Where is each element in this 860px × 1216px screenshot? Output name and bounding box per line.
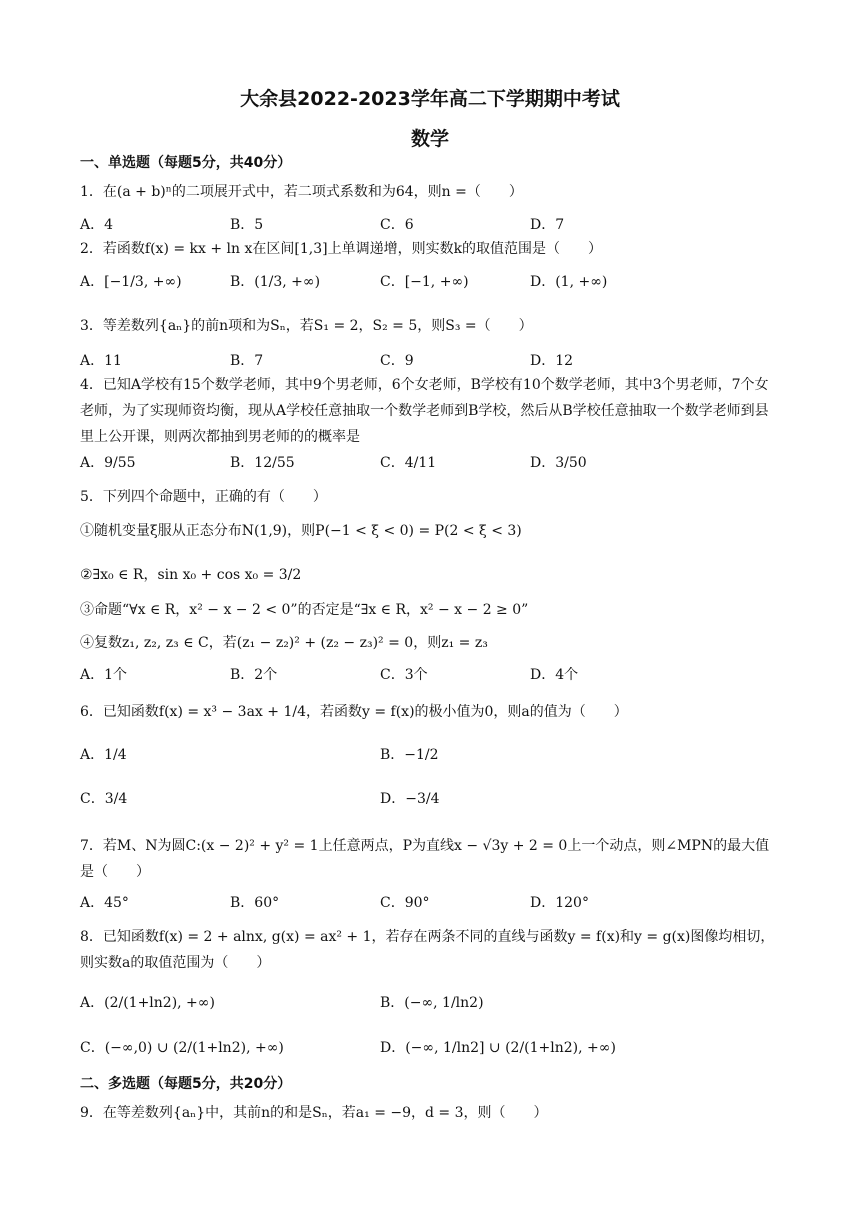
proposition-2: ②∃x₀ ∈ R，sin x₀ + cos x₀ = 3/2 bbox=[80, 567, 302, 583]
option-d: D．3/50 bbox=[530, 455, 587, 471]
option-a: A．1/4 bbox=[80, 747, 127, 763]
question-7-options bbox=[80, 892, 780, 918]
question-6-options-row1 bbox=[80, 744, 780, 770]
option-a: A．9/55 bbox=[80, 455, 136, 471]
section-multiple-choice: 二、多选题（每题5分，共20分） bbox=[80, 1076, 292, 1092]
question-8-options-row2 bbox=[80, 1037, 780, 1063]
option-b: B．12/55 bbox=[230, 455, 295, 471]
question-8-options-row1 bbox=[80, 992, 780, 1018]
option-c: C．9 bbox=[380, 353, 414, 369]
option-d: D．7 bbox=[530, 217, 565, 233]
question-5: 5．下列四个命题中，正确的有（ ） bbox=[80, 489, 327, 505]
question-7: 7．若M、N为圆C:(x − 2)² + y² = 1上任意两点，P为直线x − √3y + 2 = 0上一个动点，则∠MPN的最大值是（ ） bbox=[80, 838, 770, 880]
option-c: C．(−∞,0) ∪ (2/(1+ln2), +∞) bbox=[80, 1040, 284, 1056]
option-d: D．4个 bbox=[530, 667, 579, 683]
option-a: A．1个 bbox=[80, 667, 128, 683]
question-6: 6．已知函数f(x) = x³ − 3ax + 1/4，若函数y = f(x)的极小值为0，则a的值为（ ） bbox=[80, 704, 628, 720]
option-d: D．12 bbox=[530, 353, 574, 369]
option-c: C．4/11 bbox=[380, 455, 437, 471]
option-b: B．7 bbox=[230, 353, 264, 369]
option-c: C．6 bbox=[380, 217, 414, 233]
option-d: D．−3/4 bbox=[380, 791, 440, 807]
option-b: B．(−∞, 1/ln2) bbox=[380, 995, 484, 1011]
proposition-1: ①随机变量ξ服从正态分布N(1,9)，则P(−1 < ξ < 0) = P(2 < ξ < 3) bbox=[80, 523, 522, 539]
section-single-choice: 一、单选题（每题5分，共40分） bbox=[80, 155, 292, 171]
option-c: C．[−1, +∞) bbox=[380, 274, 469, 290]
option-b: B．60° bbox=[230, 895, 280, 911]
option-a: A．11 bbox=[80, 353, 122, 369]
question-6-options-row2 bbox=[80, 788, 780, 814]
question-8: 8．已知函数f(x) = 2 + alnx, g(x) = ax² + 1，若存在两条不同的直线与函数y = f(x)和y = g(x)图像均相切，则实数a的取值范围为（ ） bbox=[80, 929, 775, 971]
option-c: C．3/4 bbox=[80, 791, 128, 807]
question-4: 4．已知A学校有15个数学老师，其中9个男老师，6个女老师，B学校有10个数学老师，其中3个男老师，7个女老师，为了实现师资均衡，现从A学校任意抽取一个数学老师到B学校，然后从B学校任意抽取一个数学老师到县里上公开课，则两次都抽到男老师的的概率是 bbox=[80, 377, 769, 445]
option-b: B．5 bbox=[230, 217, 264, 233]
option-d: D．(1, +∞) bbox=[530, 274, 608, 290]
proposition-4: ④复数z₁, z₂, z₃ ∈ C，若(z₁ − z₂)² + (z₂ − z₃)² = 0，则z₁ = z₃ bbox=[80, 635, 488, 651]
option-c: C．3个 bbox=[380, 667, 428, 683]
proposition-3: ③命题“∀x ∈ R，x² − x − 2 < 0”的否定是“∃x ∈ R，x² − x − 2 ≥ 0” bbox=[80, 602, 529, 618]
question-4-options bbox=[80, 452, 780, 478]
question-1: 1．在(a + b)ⁿ的二项展开式中，若二项式系数和为64，则n =（ ） bbox=[80, 184, 523, 200]
exam-subject: 数学 bbox=[410, 128, 449, 150]
option-a: A．4 bbox=[80, 217, 114, 233]
exam-title: 大余县2022-2023学年高二下学期期中考试 bbox=[240, 88, 620, 110]
option-b: B．(1/3, +∞) bbox=[230, 274, 321, 290]
option-c: C．90° bbox=[380, 895, 430, 911]
question-3: 3．等差数列{aₙ}的前n项和为Sₙ，若S₁ = 2，S₂ = 5，则S₃ =（ ） bbox=[80, 318, 533, 334]
option-d: D．(−∞, 1/ln2] ∪ (2/(1+ln2), +∞) bbox=[380, 1040, 616, 1056]
question-2: 2．若函数f(x) = kx + ln x在区间[1,3]上单调递增，则实数k的取值范围是（ ） bbox=[80, 241, 603, 257]
option-d: D．120° bbox=[530, 895, 589, 911]
question-2-options bbox=[80, 271, 780, 297]
question-5-options bbox=[80, 664, 780, 690]
option-a: A．[−1/3, +∞) bbox=[80, 274, 182, 290]
option-a: A．(2/(1+ln2), +∞) bbox=[80, 995, 215, 1011]
option-b: B．−1/2 bbox=[380, 747, 439, 763]
question-9: 9．在等差数列{aₙ}中，其前n的和是Sₙ，若a₁ = −9，d = 3，则（ ） bbox=[80, 1105, 548, 1121]
option-a: A．45° bbox=[80, 895, 129, 911]
option-b: B．2个 bbox=[230, 667, 278, 683]
